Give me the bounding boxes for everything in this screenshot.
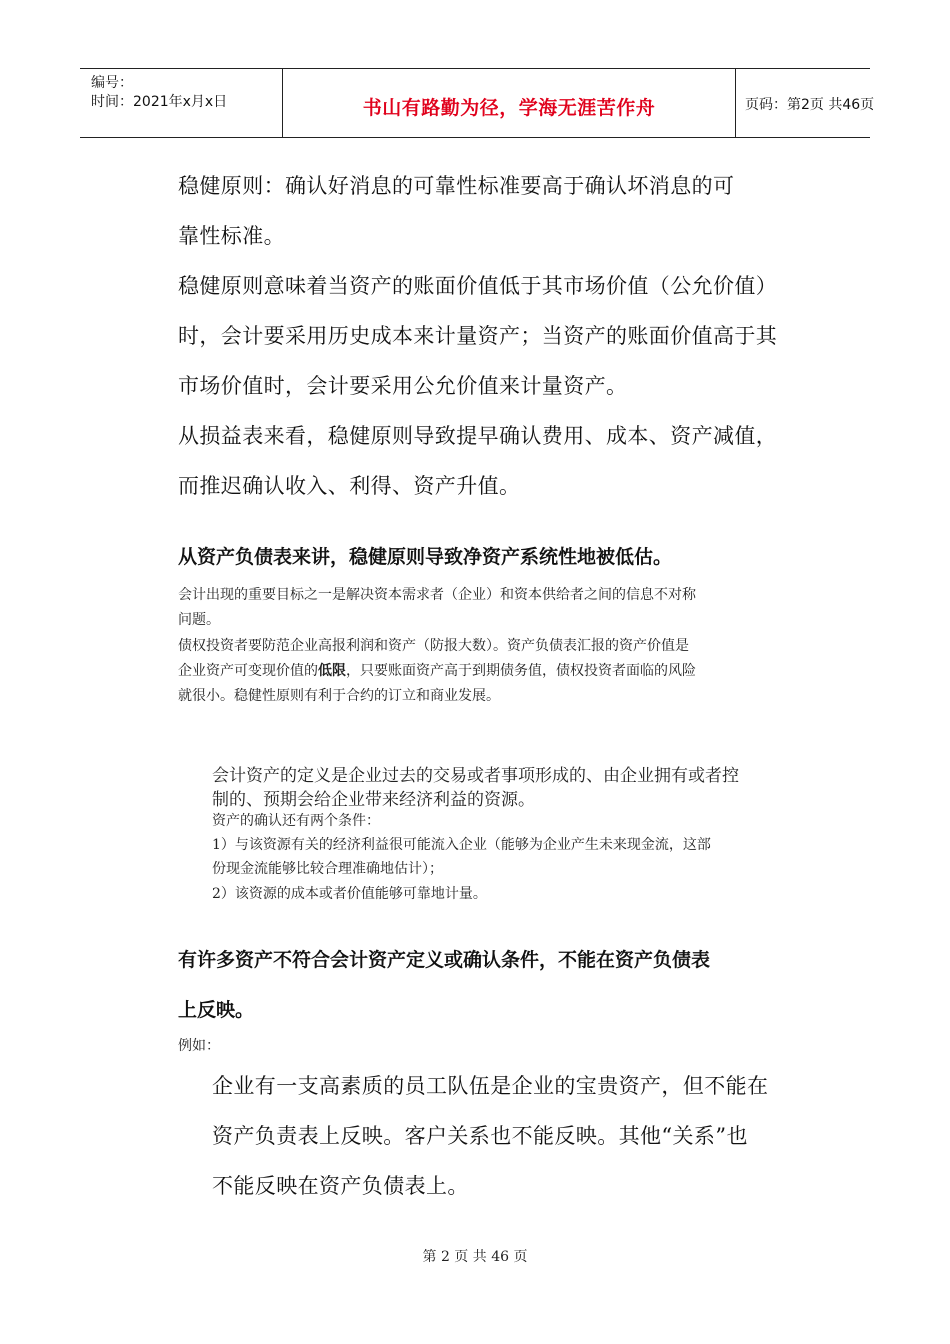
definition-line: 制的、预期会给企业带来经济利益的资源。 (212, 790, 535, 810)
paragraph-line: 时，会计要采用历史成本来计量资产；当资产的账面价值高于其 (178, 324, 778, 348)
paragraph-line: 市场价值时，会计要采用公允价值来计量资产。 (178, 374, 628, 398)
header-meta-cell (80, 69, 282, 137)
header-motto: 书山有路勤为径，学海无涯苦作舟 (362, 97, 656, 119)
definition-line: 会计资产的定义是企业过去的交易或者事项形成的、由企业拥有或者控 (212, 766, 739, 786)
small-text-line: 会计出现的重要目标之一是解决资本需求者（企业）和资本供给者之间的信息不对称 (178, 587, 696, 603)
small-text-span: 企业资产可变现价值的 (178, 663, 318, 679)
section-heading: 上反映。 (178, 999, 255, 1021)
example-line: 企业有一支高素质的员工队伍是企业的宝贵资产，但不能在 (212, 1074, 769, 1098)
example-label: 例如： (178, 1038, 220, 1054)
paragraph-line: 从损益表来看，稳健原则导致提早确认费用、成本、资产减值， (178, 424, 778, 448)
definition-line: 2）该资源的成本或者价值能够可靠地计量。 (212, 886, 487, 902)
paragraph-line: 靠性标准。 (178, 224, 285, 248)
header-motto-cell (282, 69, 736, 137)
small-text-line: 债权投资者要防范企业高报利润和资产（防报大数）。资产负债表汇报的资产价值是 (178, 638, 689, 654)
section-heading: 从资产负债表来讲，稳健原则导致净资产系统性地被低估。 (178, 546, 673, 568)
definition-line: 1）与该资源有关的经济利益很可能流入企业（能够为企业产生未来现金流，这部 (212, 837, 711, 853)
definition-line: 资产的确认还有两个条件： (212, 813, 380, 829)
header-page-info: 页码：第2页 共46页 (745, 97, 875, 113)
paragraph-line: 而推迟确认收入、利得、资产升值。 (178, 474, 521, 498)
definition-line: 份现金流能够比较合理准确地估计）； (212, 861, 443, 877)
small-text-line (178, 660, 696, 680)
paragraph-line: 稳健原则意味着当资产的账面价值低于其市场价值（公允价值） (178, 274, 778, 298)
example-line: 资产负责表上反映。客户关系也不能反映。其他“关系”也 (212, 1124, 748, 1148)
small-text-span: ，只要账面资产高于到期债务值，债权投资者面临的风险 (346, 663, 696, 679)
paragraph-line: 稳健原则：确认好消息的可靠性标准要高于确认坏消息的可 (178, 174, 735, 198)
page-header (80, 68, 875, 138)
small-text-line: 就很小。稳健性原则有利于合约的订立和商业发展。 (178, 688, 500, 704)
small-text-line: 问题。 (178, 612, 220, 628)
page-footer: 第 2 页 共 46 页 (422, 1249, 528, 1265)
document-code-label: 编号： (91, 75, 133, 91)
emphasis-text: 低限 (318, 663, 346, 679)
section-heading: 有许多资产不符合会计资产定义或确认条件，不能在资产负债表 (178, 949, 711, 971)
header-page-cell (735, 69, 875, 137)
document-time-label: 时间：2021年x月x日 (91, 94, 228, 110)
example-line: 不能反映在资产负债表上。 (212, 1174, 469, 1198)
